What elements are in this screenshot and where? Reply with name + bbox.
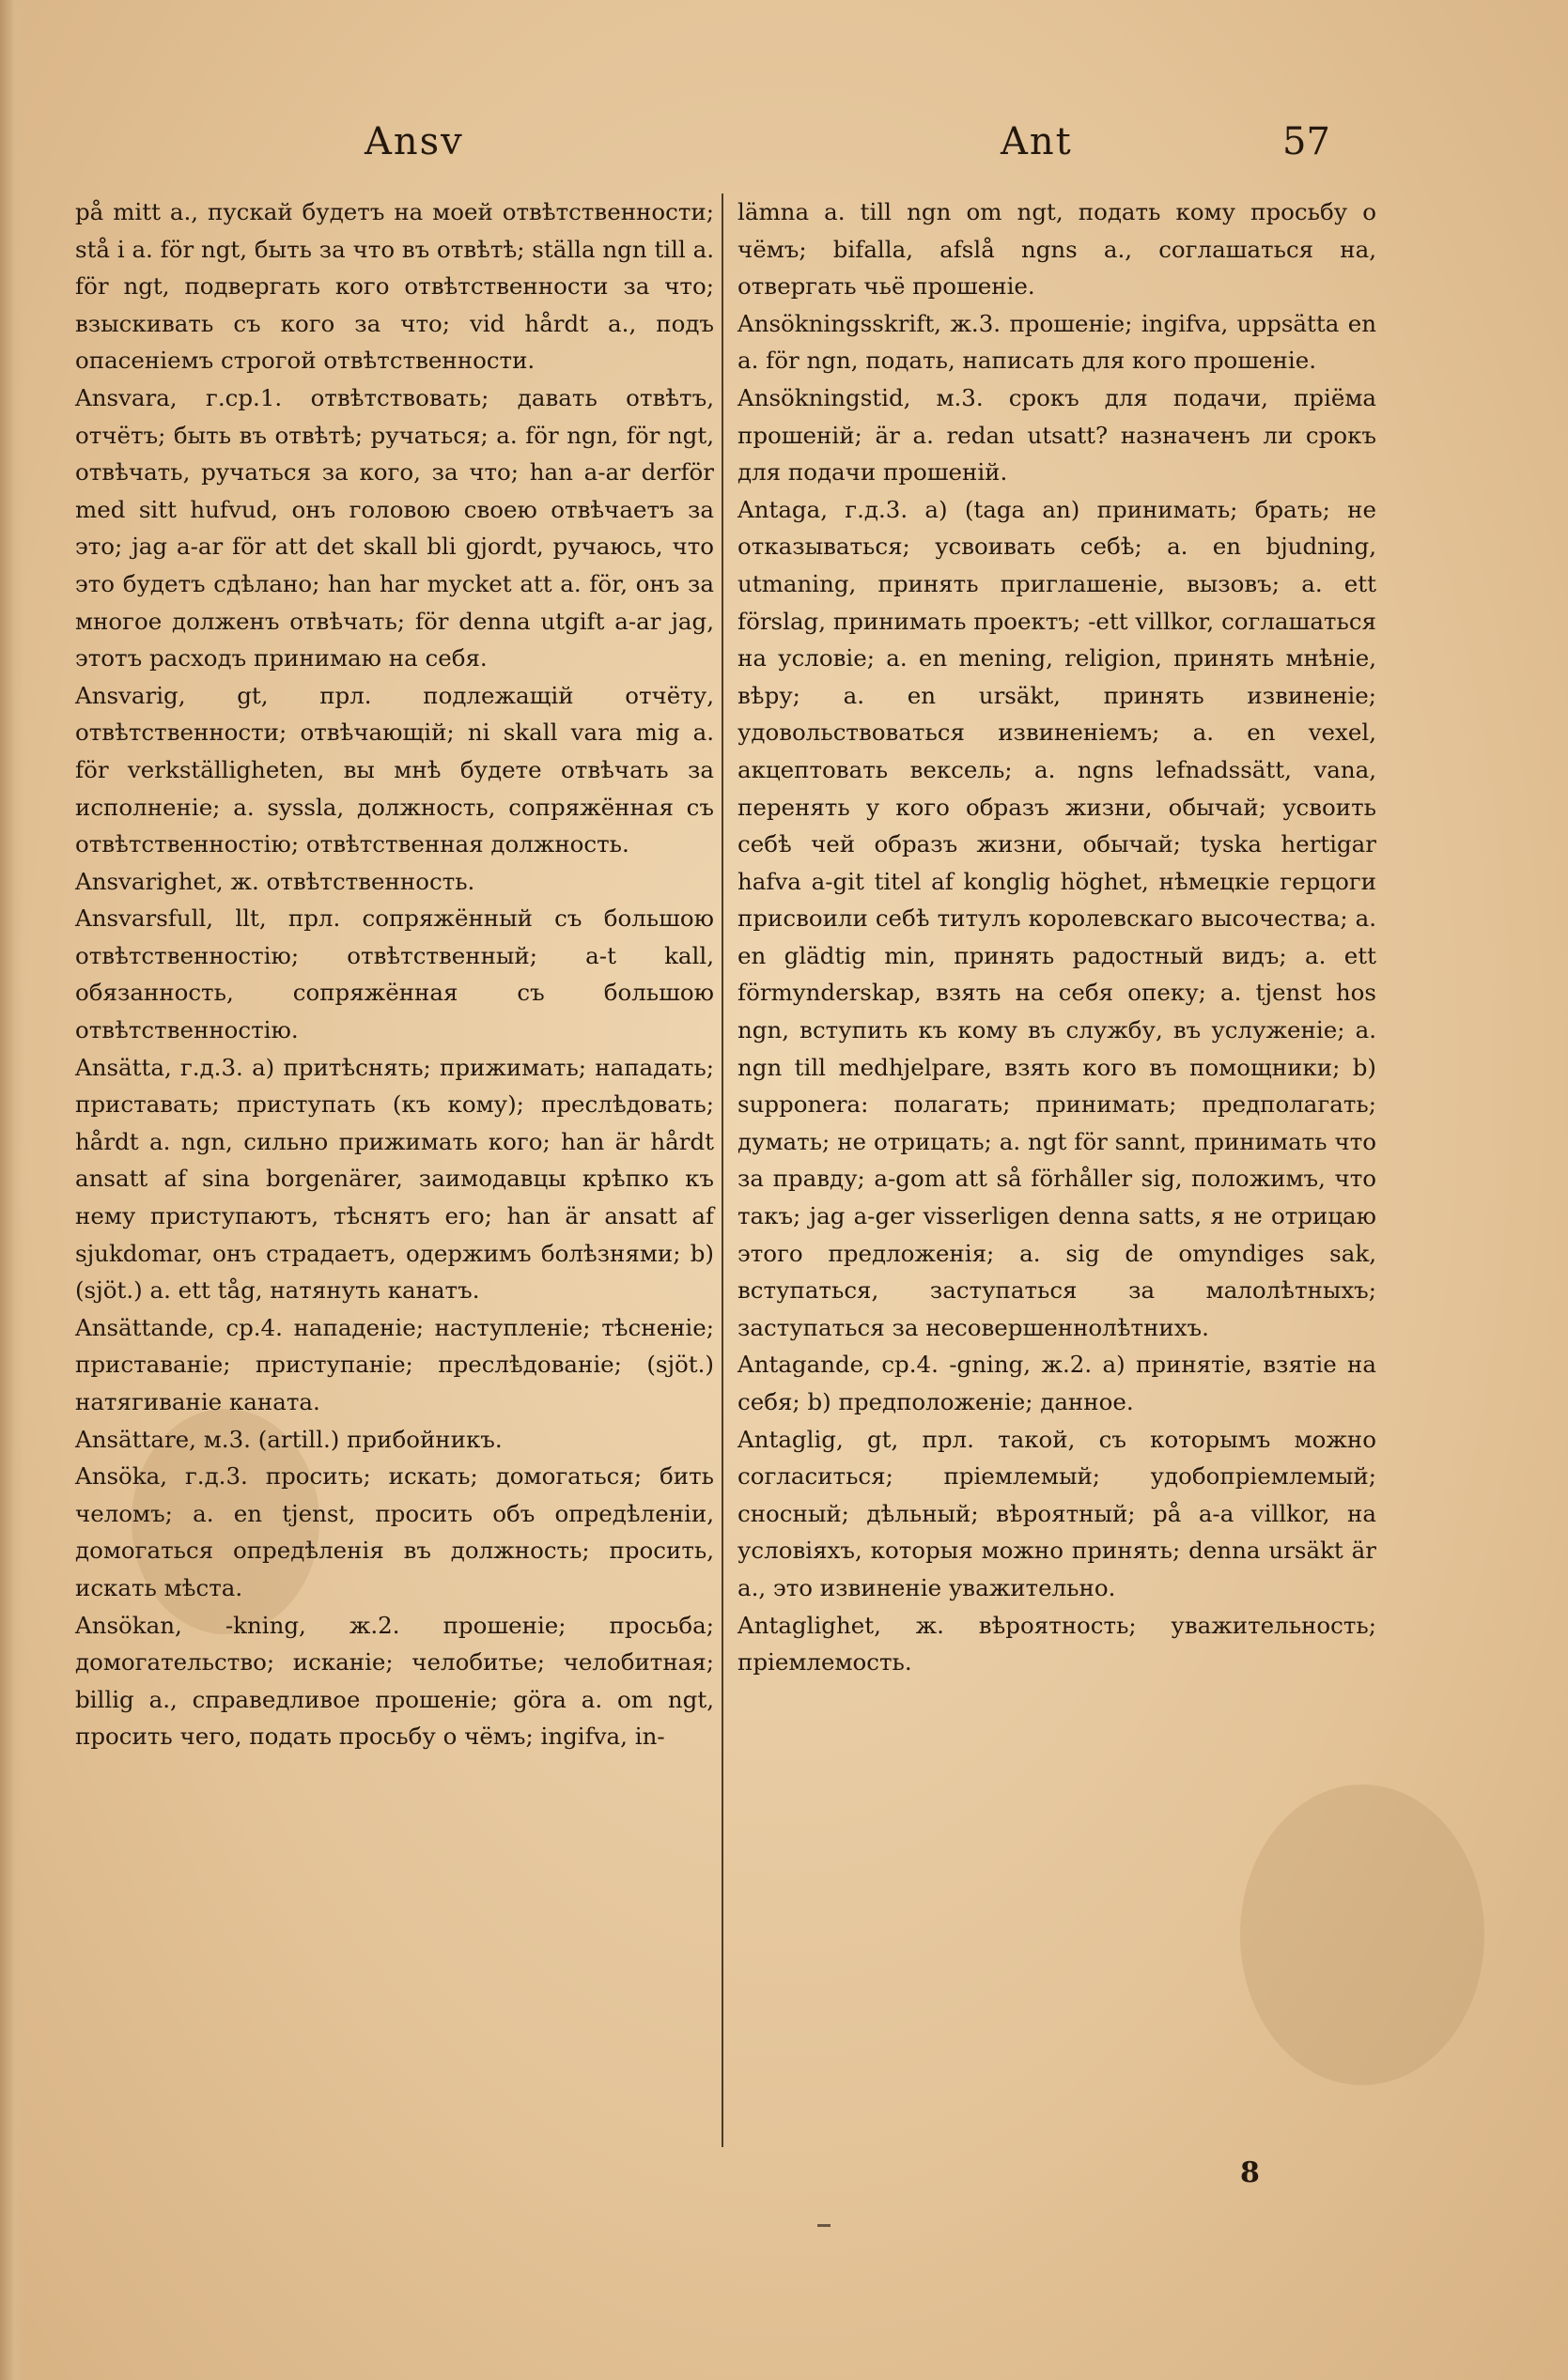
entry: Ansätta, г.д.3. a) притѣснять; прижимать; нападать; приставать; приступать (къ кому); преслѣдовать; hårdt a. ngn, сильно прижимать кого; han är hårdt ansatt af sina borgenärer, заимодавцы крѣпко къ нему приступаютъ, тѣснятъ его; han är ansatt af sjukdomar, онъ страдаетъ, одержимъ болѣзнями; b) (sjöt.) a. ett tåg, натянуть канатъ. (75, 1053, 714, 1305)
page-gutter (0, 0, 24, 2380)
running-header (0, 120, 1568, 177)
paper-stain (1240, 1785, 1484, 2085)
entry: lämna a. till ngn om ngt, подать кому просьбу о чёмъ; bifalla, afslå ngns a., соглашаться на, отвергать чьё прошеніе. (737, 198, 1376, 301)
page-number: 57 (1282, 120, 1330, 163)
entry: Antaglig, gt, прл. такой, съ которымъ можно согласиться; пріемлемый; удобопріемлемый; сносный; дѣльный; вѣроятный; på a-a villkor, на условіяхъ, которыя можно принять; denna ursäkt är a., это извиненіе уважительно. (737, 1425, 1376, 1601)
entry: Ansökan, -kning, ж.2. прошеніе; просьба; домогательство; исканіе; челобитье; челобитная; billig a., справедливое прошеніе; göra a. om ngt, просить чего, подать просьбу о чёмъ; ingifva, in- (75, 1611, 714, 1751)
signature-mark: 8 (1240, 2156, 1260, 2189)
entry: Antaglighet, ж. вѣроятность; уважительность; пріемлемость. (737, 1611, 1376, 1677)
right-column (737, 193, 1376, 1681)
entry: Ansöka, г.д.3. просить; искать; домогаться; бить челомъ; a. en tjenst, просить объ опредѣленіи, домогаться опредѣленія въ должность; просить, искать мѣста. (75, 1462, 714, 1601)
entry: Ansökningstid, м.3. срокъ для подачи, пріёма прошеній; är a. redan utsatt? назначенъ ли срокъ для подачи прошеній. (737, 383, 1376, 487)
entry: Antaga, г.д.3. a) (taga an) принимать; брать; не отказываться; усвоивать себѣ; a. en bjudning, utmaning, принять приглашеніе, вызовъ; a. ett förslag, принимать проектъ; -ett villkor, соглашаться на условіе; a. en mening, religion, принять мнѣніе, вѣру; a. en ursäkt, принять извиненіе; удовольствоваться извиненіемъ; a. en vexel, акцептовать вексель; a. ngns lefnadssätt, vana, перенять у кого образъ жизни, обычай; усвоить себѣ чей образъ жизни, обычай; tyska hertigar hafva a-git titel af konglig höghet, нѣмецкіе герцоги присвоили себѣ титулъ королевскаго высочества; a. en glädtig min, принять радостный видъ; a. ett förmynderskap, взять на себя опеку; a. tjenst hos ngn, вступить къ кому въ службу, въ услуженіе; a. ngn till medhjelpare, взять кого въ помощники; b) supponera: полагать; принимать; предполагать; думать; не отрицать; a. ngt för sannt, принимать что за правду; a-gom att så förhåller sig, положимъ, что такъ; jag a-ger visserligen denna satts, я не отрицаю этого предложенія; a. sig de omyndiges sak, вступаться, заступаться за малолѣтныхъ; заступаться за несовершеннолѣтнихъ. (737, 495, 1376, 1341)
header-left-guideword: Ansv (365, 120, 464, 163)
header-right-guideword: Ant (1001, 120, 1073, 163)
left-column (75, 193, 714, 1755)
entry: Ansvara, г.ср.1. отвѣтствовать; давать отвѣтъ, отчётъ; быть въ отвѣтѣ; ручаться; a. för ngn, för ngt, отвѣчать, ручаться за кого, за что; han a-ar derför med sitt hufvud, онъ головою своею отвѣчаетъ за это; jag a-ar för att det skall bli gjordt, ручаюсь, что это будетъ сдѣлано; han har mycket att a. för, онъ за многое долженъ отвѣчать; för denna utgift a-ar jag, этотъ расходъ принимаю на себя. (75, 383, 714, 672)
entry: Antagande, ср.4. -gning, ж.2. a) принятіе, взятіе на себя; b) предположеніе; данное. (737, 1351, 1376, 1415)
entry: Ansättande, ср.4. нападеніе; наступленіе; тѣсненіе; приставаніе; приступаніе; преслѣдованіе; (sjöt.) натягиваніе каната. (75, 1313, 714, 1415)
entry: Ansvarsfull, llt, прл. сопряжённый съ большою отвѣтственностію; отвѣтственный; a-t kall, обязанность, сопряжённая съ большою отвѣтственностію. (75, 904, 714, 1044)
column-divider (722, 193, 723, 2147)
entry: Ansättare, м.3. (artill.) прибойникъ. (75, 1425, 503, 1453)
entry: på mitt a., пускай будетъ на моей отвѣтственности; stå i a. för ngt, быть за что въ отвѣтѣ; ställa ngn till a. för ngt, подвергать кого отвѣтственности за что; взыскивать съ кого за что; vid hårdt a., подъ опасеніемъ строгой отвѣтственности. (75, 198, 714, 375)
entry: Ansvarighet, ж. отвѣтственность. (75, 867, 475, 895)
printer-dash (817, 2224, 831, 2227)
entry: Ansvarig, gt, прл. подлежащій отчёту, отвѣтственности; отвѣчающій; ni skall vara mig a. för verkställigheten, вы мнѣ будете отвѣчать за исполненіе; a. syssla, должность, сопряжённая съ отвѣтственностію; отвѣтственная должность. (75, 681, 714, 858)
entry: Ansökningsskrift, ж.3. прошеніе; ingifva, uppsätta en a. för ngn, подать, написать для кого прошеніе. (737, 309, 1376, 375)
